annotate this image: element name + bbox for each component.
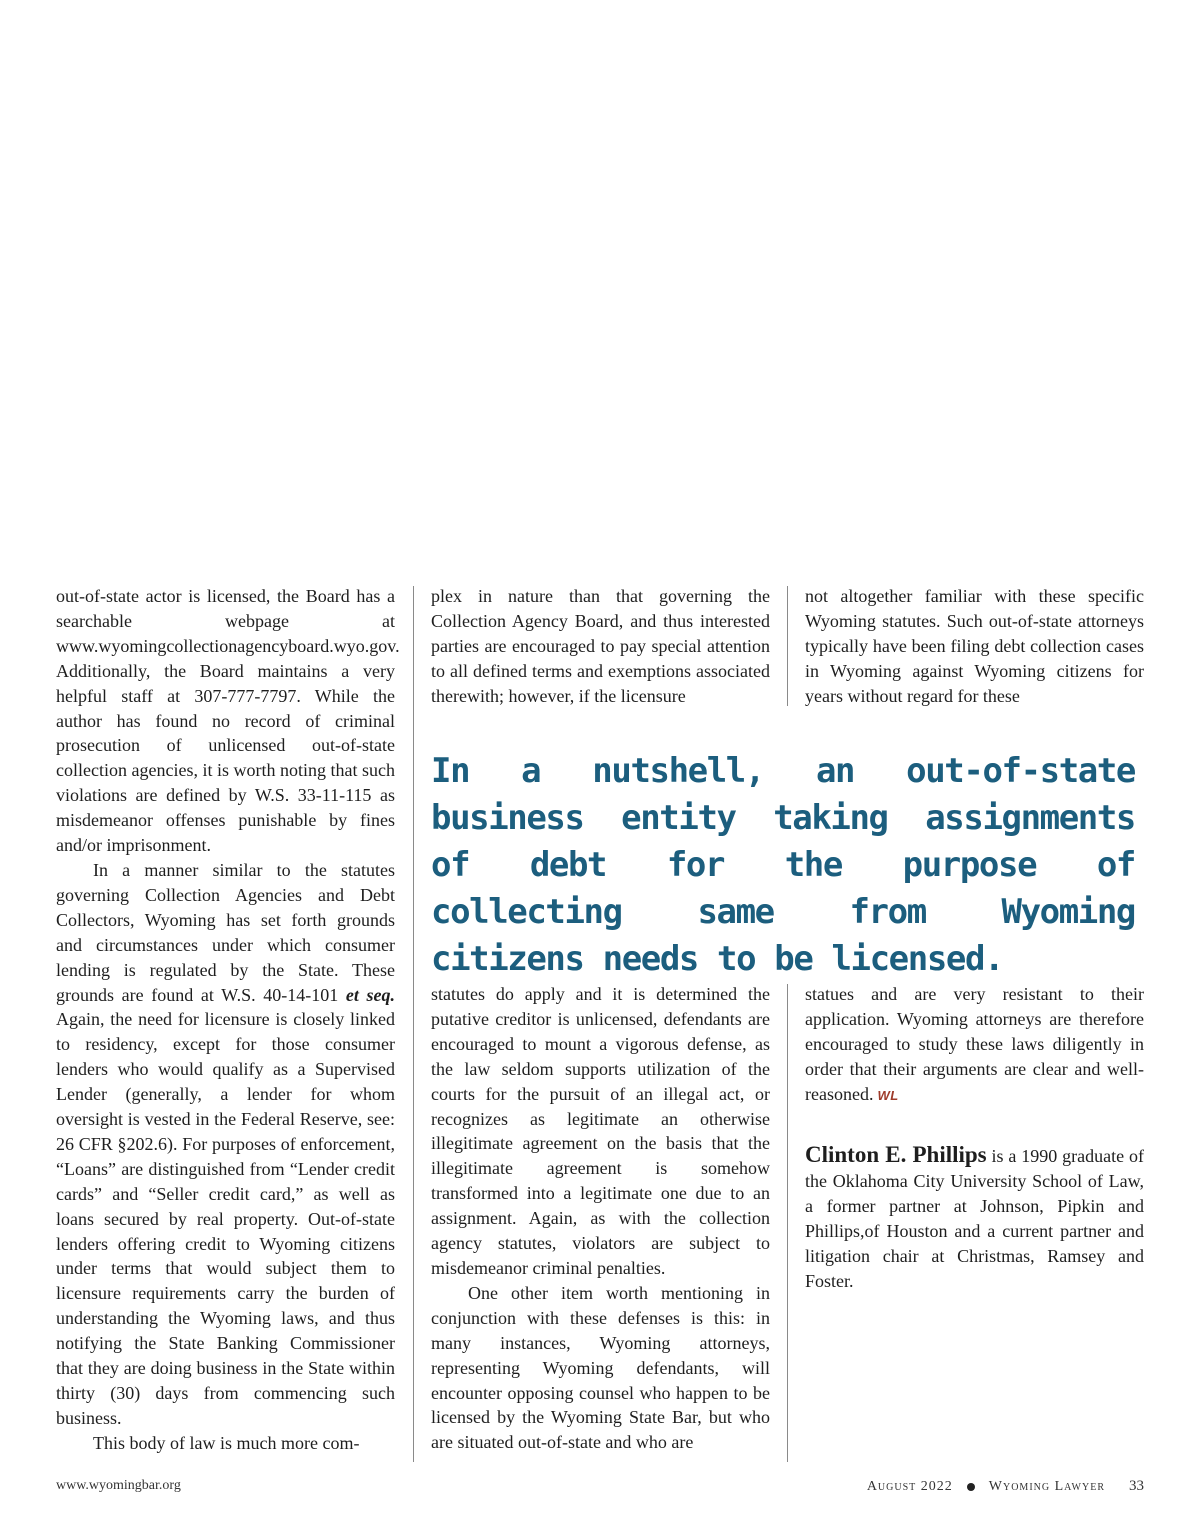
paragraph: This body of law is much more com- bbox=[93, 1432, 360, 1453]
end-mark-logo: WL bbox=[877, 1087, 899, 1103]
bullet-dot-icon bbox=[967, 1483, 975, 1491]
paragraph: plex in nature than that governing the Collection Agency Board, and thus interested parties are encouraged to pay special attention to all defined terms and exemptions associated therewith; however, if the licensure bbox=[431, 586, 770, 706]
article-column-2-top bbox=[431, 584, 770, 709]
footer-website: www.wyomingbar.org bbox=[56, 1478, 181, 1493]
bio-text: is a 1990 graduate of the Oklahoma City University School of Law, a former partner at Johnson, Pipkin and Phillips,of Houston and a current partner and litigation chair at Christmas, Ramsey and Foster. bbox=[805, 1146, 1145, 1291]
paragraph: statutes do apply and it is determined the putative creditor is unlicensed, defendants are encouraged to mount a vigorous defense, as the law seldom supports utilization of the courts for the pursuit of an illegal act, or recognizes as legitimate an otherwise illegitimate agreement on the basis that the illegitimate agreement is somehow transformed into a legitimate one due to an assignment. Again, as with the collection agency statutes, violators are subject to misdemeanor criminal penalties. bbox=[431, 984, 770, 1278]
article-column-3-top bbox=[805, 584, 1144, 709]
footer-issue-date: August 2022 bbox=[866, 1478, 953, 1494]
article-column-3-bottom bbox=[805, 982, 1144, 1109]
article-column-2-bottom bbox=[431, 982, 770, 1455]
footer-issue-info bbox=[867, 1478, 1144, 1495]
author-bio bbox=[805, 1143, 1144, 1293]
column-divider bbox=[787, 984, 788, 1462]
column-divider bbox=[413, 586, 414, 1462]
paragraph: not altogether familiar with these specific Wyoming statutes. Such out-of-state attorneys typically have been filing debt collection cases in Wyoming against Wyoming citizens for years without regard for these bbox=[805, 586, 1144, 706]
footer-publication-name: Wyoming Lawyer bbox=[988, 1478, 1105, 1494]
author-name: Clinton E. Phillips bbox=[805, 1142, 987, 1167]
page-number: 33 bbox=[1129, 1478, 1144, 1494]
article-column-1 bbox=[56, 584, 400, 1456]
bio-paragraph bbox=[805, 1143, 1144, 1293]
et-seq-emphasis: et seq. bbox=[345, 984, 396, 1005]
paragraph-text: In a manner similar to the statutes governing Collection Agencies and Debt Collectors, Wyoming has set forth grounds and circumstances under which consumer lending is regulated by the State. These grounds are found at W.S. 40-14-101 bbox=[56, 859, 395, 1005]
pull-quote: In a nutshell, an out-of-state business entity taking assignments of debt for the purpose of collecting same from Wyoming citizens needs to be licensed. bbox=[431, 751, 1135, 979]
column-divider bbox=[787, 586, 788, 706]
paragraph bbox=[56, 858, 395, 1431]
paragraph: One other item worth mentioning in conjunction with these defenses is this: in many instances, Wyoming attorneys, representing Wyoming defendants, will encounter opposing counsel who happen to be licensed by the Wyoming State Bar, but who are situated out-of-state and who are bbox=[431, 1282, 770, 1453]
paragraph-text: Again, the need for licensure is closely linked to residency, except for those consumer lenders who would qualify as a Supervised Lender (generally, a lender for whom oversight is vested in the Federal Reserve, see: 26 CFR §202.6). For purposes of enforcement, “Loans” are distinguished from “Lender credit cards” and “Seller credit card,” as well as loans secured by real property. Out-of-state lenders offering credit to Wyoming citizens under terms that would subject them to licensure requirements carry the burden of understanding the Wyoming laws, and thus notifying the State Banking Commissioner that they are doing business in the State within thirty (30) days from commencing such business. bbox=[56, 1009, 395, 1428]
paragraph bbox=[805, 982, 1144, 1109]
paragraph: out-of-state actor is licensed, the Board has a searchable webpage at www.wyomingcollectionagencyboard.wyo.gov. Additionally, the Board maintains a very helpful staff at 307-777-7797. While the author has found no record of criminal prosecution of unlicensed out-of-state collection agencies, it is worth noting that such violations are defined by W.S. 33-11-115 as misdemeanor offenses punishable by fines and/or imprisonment. bbox=[56, 586, 400, 856]
paragraph-text: statues and are very resistant to their application. Wyoming attorneys are therefore encouraged to study these laws diligently in order that their arguments are clear and well-reasoned. bbox=[805, 984, 1144, 1104]
